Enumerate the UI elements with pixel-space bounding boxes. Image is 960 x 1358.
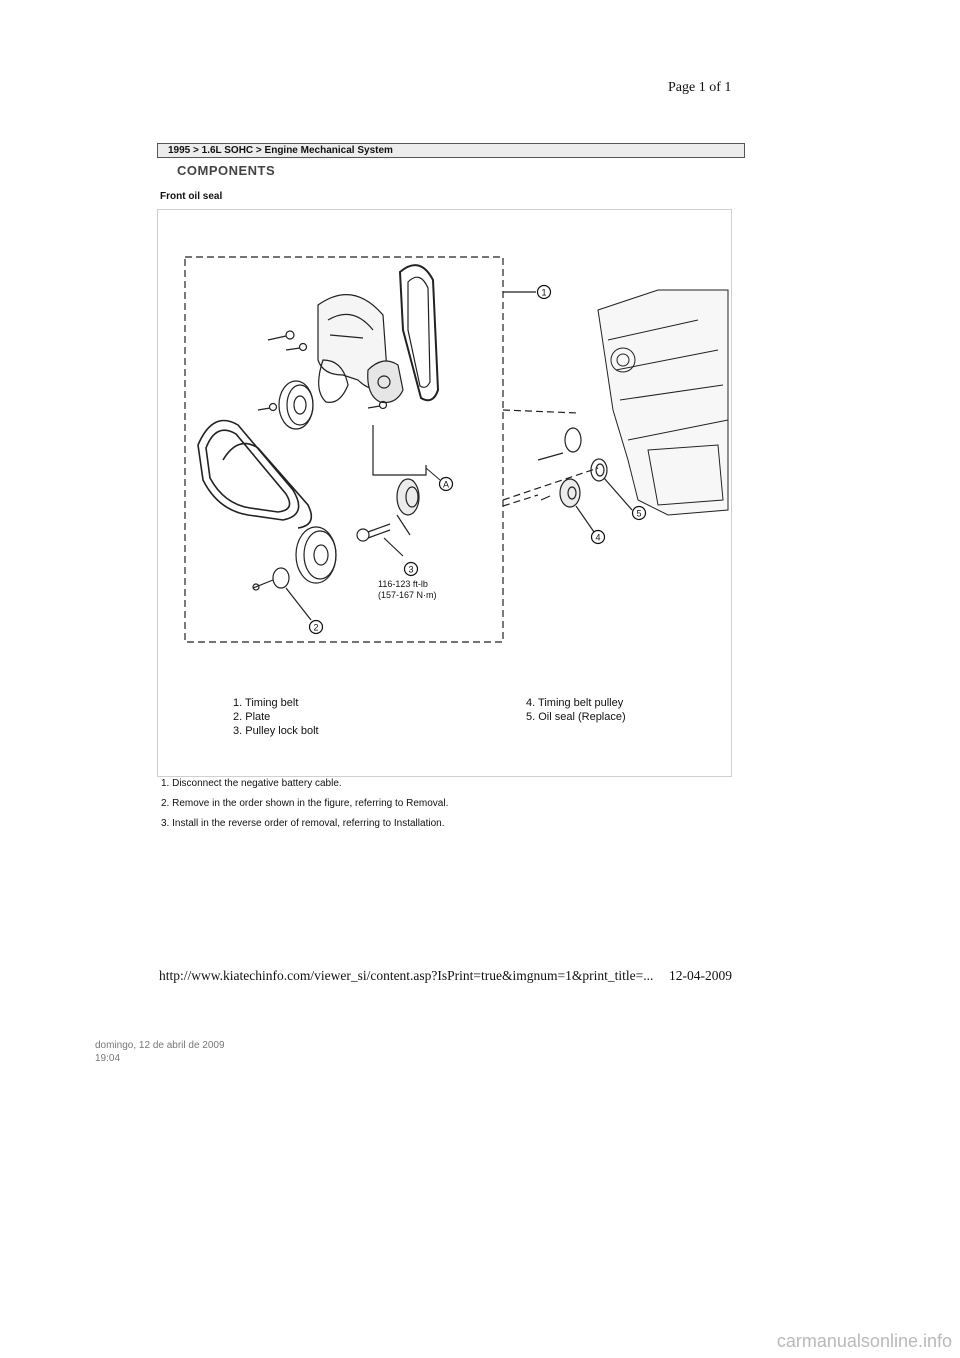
step-item: 3. Install in the reverse order of removal, referring to Installation. bbox=[161, 818, 445, 829]
plate bbox=[253, 568, 289, 590]
torque-spec-ftlb: 116-123 ft-lb bbox=[378, 579, 428, 589]
capture-time: 19:04 bbox=[95, 1053, 121, 1064]
svg-text:2: 2 bbox=[313, 622, 319, 633]
legend-item: 3. Pulley lock bolt bbox=[233, 725, 319, 737]
capture-date: domingo, 12 de abril de 2009 bbox=[95, 1040, 225, 1051]
drive-belts bbox=[198, 421, 311, 529]
oil-seal bbox=[591, 459, 607, 481]
callout-4 bbox=[592, 531, 605, 544]
watermark: carmanualsonline.info bbox=[776, 1331, 952, 1351]
water-pump-pulley bbox=[279, 381, 313, 429]
crankshaft-pulley-hub bbox=[397, 479, 419, 515]
torque-spec-nm: (157-167 N·m) bbox=[378, 590, 437, 600]
belt-tensioner bbox=[368, 361, 403, 403]
callout-3 bbox=[405, 563, 418, 576]
section-title: COMPONENTS bbox=[177, 163, 276, 178]
exploded-view-diagram bbox=[158, 210, 731, 776]
subsection-title: Front oil seal bbox=[160, 191, 223, 202]
source-url: http://www.kiatechinfo.com/viewer_si/content.asp?IsPrint=true&imgnum=1&print_title=... bbox=[159, 968, 654, 983]
page-number: Page 1 of 1 bbox=[668, 80, 732, 95]
procedure-steps bbox=[161, 778, 448, 838]
step-item: 2. Remove in the order shown in the figure, referring to Removal. bbox=[161, 798, 449, 809]
svg-text:4: 4 bbox=[595, 532, 601, 543]
svg-text:3: 3 bbox=[408, 564, 414, 575]
svg-text:5: 5 bbox=[636, 508, 642, 519]
print-date: 12-04-2009 bbox=[669, 968, 732, 983]
engine-block bbox=[598, 290, 728, 515]
legend-item: 5. Oil seal (Replace) bbox=[526, 711, 626, 723]
legend-right bbox=[526, 696, 626, 724]
legend-item: 1. Timing belt bbox=[233, 697, 299, 709]
callout-1 bbox=[538, 286, 551, 299]
callout-2 bbox=[310, 621, 323, 634]
crankshaft-pulley bbox=[296, 527, 336, 583]
callout-5 bbox=[633, 507, 646, 520]
legend-left bbox=[233, 696, 319, 738]
breadcrumb: 1995 > 1.6L SOHC > Engine Mechanical System bbox=[157, 143, 745, 158]
timing-belt-pulley bbox=[541, 479, 580, 507]
legend-item: 2. Plate bbox=[233, 711, 271, 723]
svg-text:A: A bbox=[442, 479, 450, 490]
legend-item: 4. Timing belt pulley bbox=[526, 697, 624, 709]
components-figure bbox=[157, 209, 732, 777]
callout-a bbox=[440, 478, 453, 491]
timing-belt bbox=[400, 265, 438, 400]
svg-text:1: 1 bbox=[541, 287, 547, 298]
step-item: 1. Disconnect the negative battery cable. bbox=[161, 778, 342, 789]
capture-timestamp bbox=[95, 1039, 225, 1065]
